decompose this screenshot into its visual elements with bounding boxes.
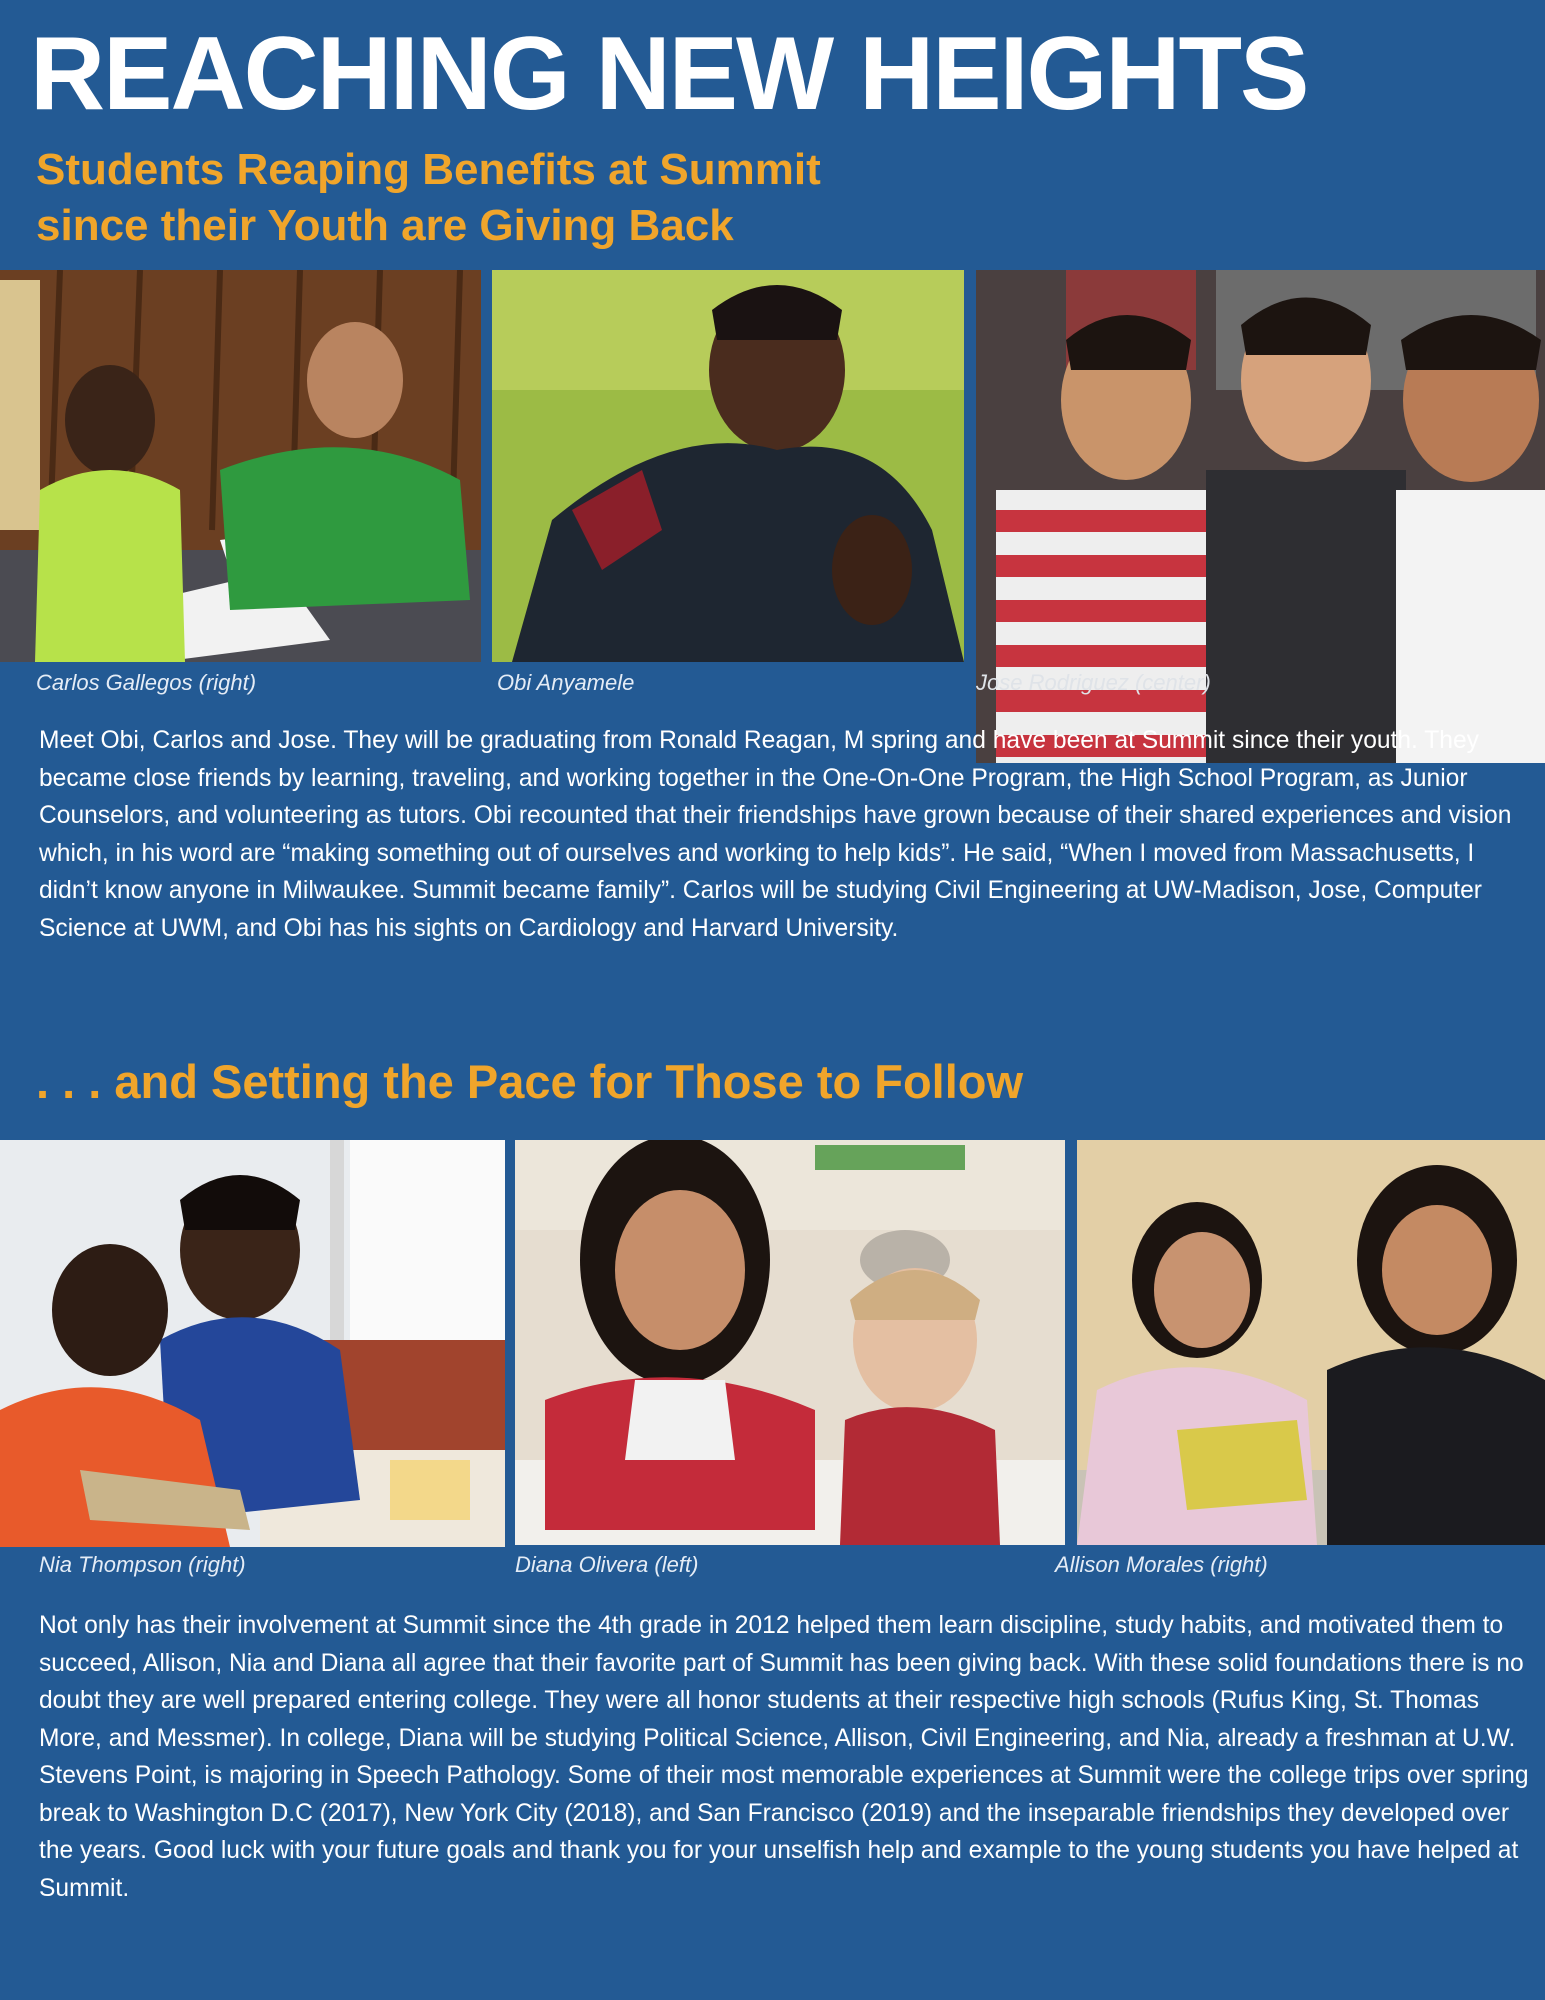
photo-obi-anyamele	[492, 270, 964, 662]
photo-carlos-gallegos	[0, 270, 481, 662]
section2-paragraph: Not only has their involvement at Summit since the 4th grade in 2012 helped them learn discipline, study habits, and motivated them to succeed, Allison, Nia and Diana all agree that their favorite part of Summit has been giving back. With these solid foundations there is no doubt they are well prepared entering college. They were all honor students at their respective high schools (Rufus King, St. Thomas More, and Messmer). In college, Diana will be studying Political Science, Allison, Civil Engineering, and Nia, already a freshman at U.W. Stevens Point, is majoring in Speech Pathology. Some of their most memorable experiences at Summit were the college trips over spring break to Washington D.C (2017), New York City (2018), and San Francisco (2019) and the inseparable friendships they developed over the years. Good luck with your future goals and thank you for your unselfish help and example to the young students you have helped at Summit.	[39, 1612, 1529, 1902]
photo-diana-olivera	[515, 1140, 1065, 1545]
caption-carlos-gallegos: Carlos Gallegos (right)	[36, 670, 257, 695]
caption-diana-olivera: Diana Olivera (left)	[515, 1552, 699, 1577]
caption-jose-rodriguez: Jose Rodriguez (center)	[976, 670, 1211, 695]
section2-heading: . . . and Setting the Pace for Those to Follow	[36, 1055, 1024, 1108]
caption-nia-thompson: Nia Thompson (right)	[39, 1552, 246, 1577]
photo-nia-thompson	[0, 1140, 505, 1547]
caption-allison-morales: Allison Morales (right)	[1055, 1552, 1268, 1577]
page-subtitle: Students Reaping Benefits at Summit since their Youth are Giving Back	[36, 145, 821, 250]
photo-allison-morales	[1077, 1140, 1545, 1545]
section1-paragraph: Meet Obi, Carlos and Jose. They will be graduating from Ronald Reagan, M spring and have been at Summit since their youth. They became close friends by learning, traveling, and working together in the One-On-One Program, the High School Program, as Junior Counselors, and volunteering as tutors. Obi recounted that their friendships have grown because of their shared experiences and vision which, in his word are “making something out of ourselves and working to help kids”. He said, “When I moved from Massachusetts, I didn’t know anyone in Milwaukee. Summit became family”. Carlos will be studying Civil Engineering at UW-Madison, Jose, Computer Science at UWM, and Obi has his sights on Cardiology and Harvard University.	[39, 727, 1512, 942]
caption-obi-anyamele: Obi Anyamele	[497, 670, 635, 695]
page-title: REACHING NEW HEIGHTS	[30, 16, 1308, 132]
